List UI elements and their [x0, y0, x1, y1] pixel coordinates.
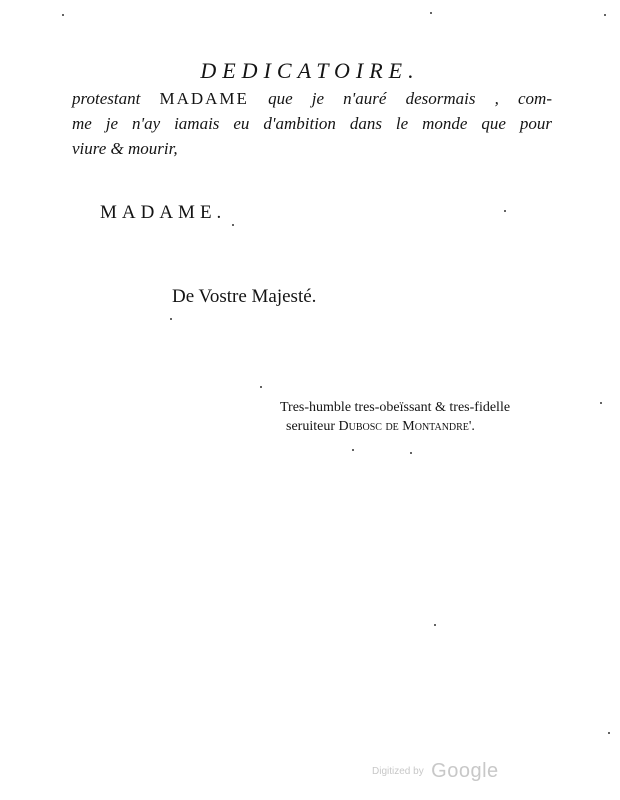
scan-speck: [608, 732, 610, 734]
signature-block: [280, 398, 510, 436]
scan-speck: [604, 14, 606, 16]
closing-phrase: De Vostre Majesté.: [172, 286, 317, 307]
scan-speck: [430, 12, 432, 14]
scan-speck: [352, 449, 354, 451]
digitized-watermark: [372, 760, 499, 783]
scan-speck: [260, 386, 262, 388]
line1-post: que je n'auré desormais , com-: [268, 89, 552, 108]
signature-prefix: seruiteur: [286, 419, 335, 434]
scan-speck: [410, 452, 412, 454]
scan-speck: [62, 14, 64, 16]
salutation: MADAME.: [100, 202, 227, 223]
google-logo: Google: [431, 760, 499, 782]
paragraph-line: [72, 86, 552, 111]
madame-caps: MADAME: [159, 89, 249, 108]
paragraph-line: me je n'ay iamais eu d'ambition dans le monde que pour: [72, 114, 552, 133]
line1-pre: protestant: [72, 89, 141, 108]
watermark-prefix: Digitized by: [372, 766, 424, 777]
author-name: Dubosc de Montandre'.: [338, 419, 475, 434]
paragraph-line: viure & mourir,: [72, 139, 178, 158]
scan-speck: [504, 210, 506, 212]
scan-speck: [170, 318, 172, 320]
signature-line: Tres-humble tres-obeïssant & tres-fidelle: [280, 400, 511, 415]
body-paragraph: [72, 86, 552, 161]
scan-speck: [232, 224, 234, 226]
page-header: DEDICATOIRE.: [200, 58, 420, 83]
scan-speck: [434, 624, 436, 626]
signature-line: [280, 417, 510, 436]
scan-speck: [600, 402, 602, 404]
